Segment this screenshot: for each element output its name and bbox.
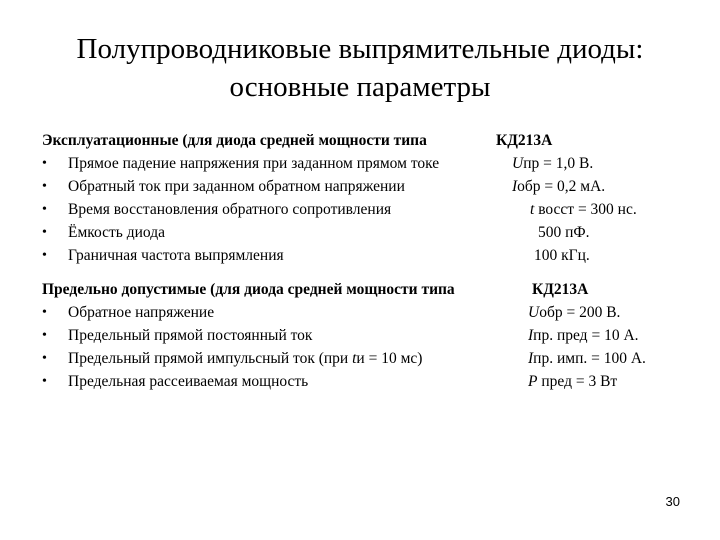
parameter-label-text: Предельный прямой импульсный ток (при — [68, 350, 353, 367]
parameter-label: Прямое падение напряжения при заданном прямом токе — [68, 155, 440, 172]
list-item — [42, 175, 702, 198]
parameter-value-text: 100 кГц. — [534, 247, 590, 264]
bullet-icon: • — [42, 202, 47, 217]
parameter-value-text: восст = 300 нс. — [534, 201, 637, 218]
parameter-value — [534, 244, 590, 267]
operational-parameters-section — [42, 129, 702, 267]
parameter-label: Время восстановления обратного сопротивления — [68, 201, 392, 218]
bullet-icon: • — [42, 328, 47, 343]
parameter-label: Обратный ток при заданном обратном напряжении — [68, 178, 405, 195]
bullet-icon: • — [42, 374, 47, 389]
parameter-label-text: и = 10 мс) — [356, 350, 423, 367]
parameter-value — [528, 370, 617, 393]
parameter-label: Ёмкость диода — [68, 224, 166, 241]
operational-heading-text: Эксплуатационные (для диода средней мощности типа — [42, 132, 427, 149]
list-item — [42, 198, 702, 221]
parameter-value — [528, 347, 646, 370]
list-item — [42, 370, 702, 393]
parameter-label: Предельная рассеиваемая мощность — [68, 373, 309, 390]
parameter-symbol: I — [512, 178, 518, 195]
parameter-symbol: U — [528, 304, 540, 321]
operational-heading — [42, 129, 702, 152]
operational-model-name: КД213А — [496, 132, 553, 149]
parameter-value-text: пр. имп. = 100 А. — [533, 350, 646, 367]
bullet-icon: • — [42, 248, 47, 263]
list-item — [42, 324, 702, 347]
parameter-value — [512, 175, 605, 198]
parameter-value-text: обр = 200 В. — [539, 304, 621, 321]
limits-model-name: КД213А — [532, 281, 589, 298]
parameter-value — [512, 152, 593, 175]
bullet-icon: • — [42, 179, 47, 194]
parameter-value-text: пр = 1,0 В. — [523, 155, 594, 172]
parameter-label: Предельный прямой постоянный ток — [68, 327, 313, 344]
parameter-value-text: пред = 3 Вт — [537, 373, 618, 390]
parameter-symbol: U — [512, 155, 524, 172]
slide-title-line-1: Полупроводниковые выпрямительные диоды: — [76, 33, 644, 65]
limits-heading-text: Предельно допустимые (для диода средней мощности типа — [42, 281, 455, 298]
limit-parameters-section — [42, 278, 702, 393]
list-item — [42, 301, 702, 324]
parameter-value — [538, 221, 590, 244]
bullet-icon: • — [42, 305, 47, 320]
page-number: 30 — [665, 494, 680, 509]
list-item — [42, 347, 702, 370]
bullet-icon: • — [42, 225, 47, 240]
parameter-label — [68, 347, 422, 370]
limits-heading — [42, 278, 702, 301]
parameter-label: Граничная частота выпрямления — [68, 247, 284, 264]
parameter-symbol: I — [528, 327, 534, 344]
parameter-value-text: 500 пФ. — [538, 224, 590, 241]
list-item — [42, 221, 702, 244]
parameter-value — [530, 198, 637, 221]
parameter-symbol: t — [530, 201, 535, 218]
bullet-icon: • — [42, 351, 47, 366]
bullet-icon: • — [42, 156, 47, 171]
parameter-label: Обратное напряжение — [68, 304, 215, 321]
parameter-value — [528, 301, 620, 324]
parameter-value-text: обр = 0,2 мА. — [517, 178, 606, 195]
parameter-value — [528, 324, 639, 347]
slide-title-line-2: основные параметры — [229, 71, 491, 103]
parameter-label-symbol: t — [352, 350, 357, 367]
parameter-symbol: I — [528, 350, 534, 367]
parameter-symbol: P — [528, 373, 538, 390]
list-item — [42, 152, 702, 175]
list-item — [42, 244, 702, 267]
slide-title — [0, 30, 720, 106]
parameter-value-text: пр. пред = 10 А. — [533, 327, 639, 344]
